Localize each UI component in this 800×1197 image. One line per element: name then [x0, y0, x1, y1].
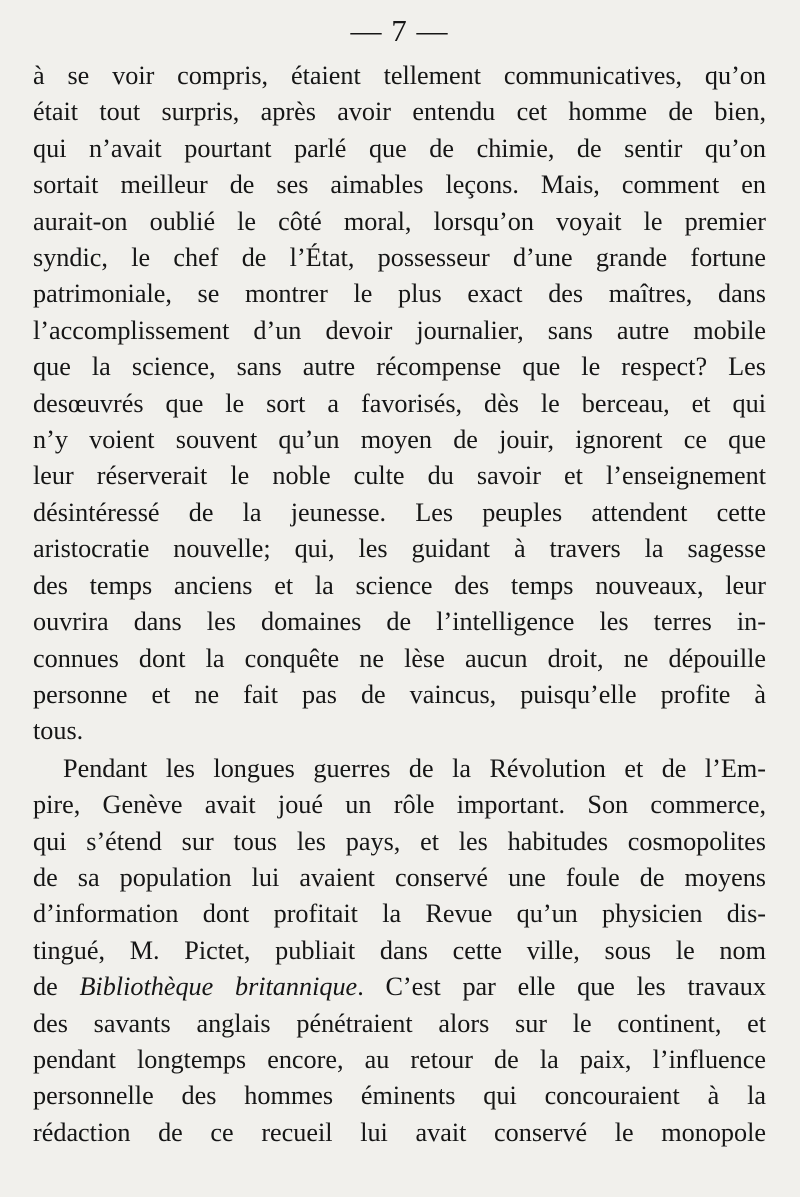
text-line: aristocratie nouvelle; qui, les guidant à travers la sagesse	[33, 534, 766, 564]
text-line: sortait meilleur de ses aimables leçons. Mais, comment en	[33, 170, 766, 200]
text-line: syndic, le chef de l’État, possesseur d’une grande fortune	[33, 243, 766, 273]
text-line: aurait-on oublié le côté moral, lorsqu’on voyait le premier	[33, 206, 766, 236]
journal-title: Bibliothèque britannique	[79, 972, 358, 1002]
text-line: tingué, M. Pictet, publiait dans cette ville, sous le nom	[33, 935, 766, 965]
text-line: pire, Genève avait joué un rôle important. Son commerce,	[33, 790, 766, 820]
page-number-header: — 7 —	[350, 13, 449, 48]
text-line: rédaction de ce recueil lui avait conservé le monopole	[33, 1117, 766, 1147]
text-line: desœuvrés que le sort a favorisés, dès le berceau, et qui	[33, 388, 766, 418]
text-segment: . C’est par elle que les travaux	[357, 972, 766, 1002]
text-line: personne et ne fait pas de vaincus, puisqu’elle profite à	[33, 679, 766, 709]
text-line: était tout surpris, après avoir entendu cet homme de bien,	[33, 97, 766, 127]
text-line: à se voir compris, étaient tellement communicatives, qu’on	[33, 61, 766, 90]
text-line: personnelle des hommes éminents qui concouraient à la	[33, 1081, 766, 1111]
text-line: ouvrira dans les domaines de l’intelligence les terres in-	[33, 607, 766, 637]
text-line: l’accomplissement d’un devoir journalier, sans autre mobile	[33, 315, 766, 345]
text-line: désintéressé de la jeunesse. Les peuples attendent cette	[33, 497, 766, 527]
text-line: patrimoniale, se montrer le plus exact des maîtres, dans	[33, 279, 766, 309]
text-line: d’information dont profitait la Revue qu’un physicien dis-	[33, 899, 766, 929]
text-line: Pendant les longues guerres de la Révolution et de l’Em-	[63, 753, 766, 783]
text-line: leur réserverait le noble culte du savoir et l’enseignement	[33, 461, 766, 491]
text-line: n’y voient souvent qu’un moyen de jouir, ignorent ce que	[33, 425, 766, 455]
text-line: tous.	[33, 716, 84, 746]
text-line: qui s’étend sur tous les pays, et les habitudes cosmopolites	[33, 826, 766, 856]
text-line: connues dont la conquête ne lèse aucun droit, ne dépouille	[33, 643, 766, 673]
text-line: que la science, sans autre récompense que le respect? Les	[33, 352, 766, 382]
text-line: qui n’avait pourtant parlé que de chimie, de sentir qu’on	[33, 133, 766, 163]
paragraph-1	[33, 58, 766, 750]
text-segment: de	[33, 972, 80, 1002]
text-line: des savants anglais pénétraient alors sur le continent, et	[33, 1008, 766, 1038]
text-line: de sa population lui avaient conservé une foule de moyens	[33, 862, 766, 892]
text-line-with-title	[33, 969, 766, 1005]
paragraph-2	[33, 751, 766, 1151]
text-line: des temps anciens et la science des temps nouveaux, leur	[33, 570, 766, 600]
text-line: pendant longtemps encore, au retour de la paix, l’influence	[33, 1044, 766, 1074]
